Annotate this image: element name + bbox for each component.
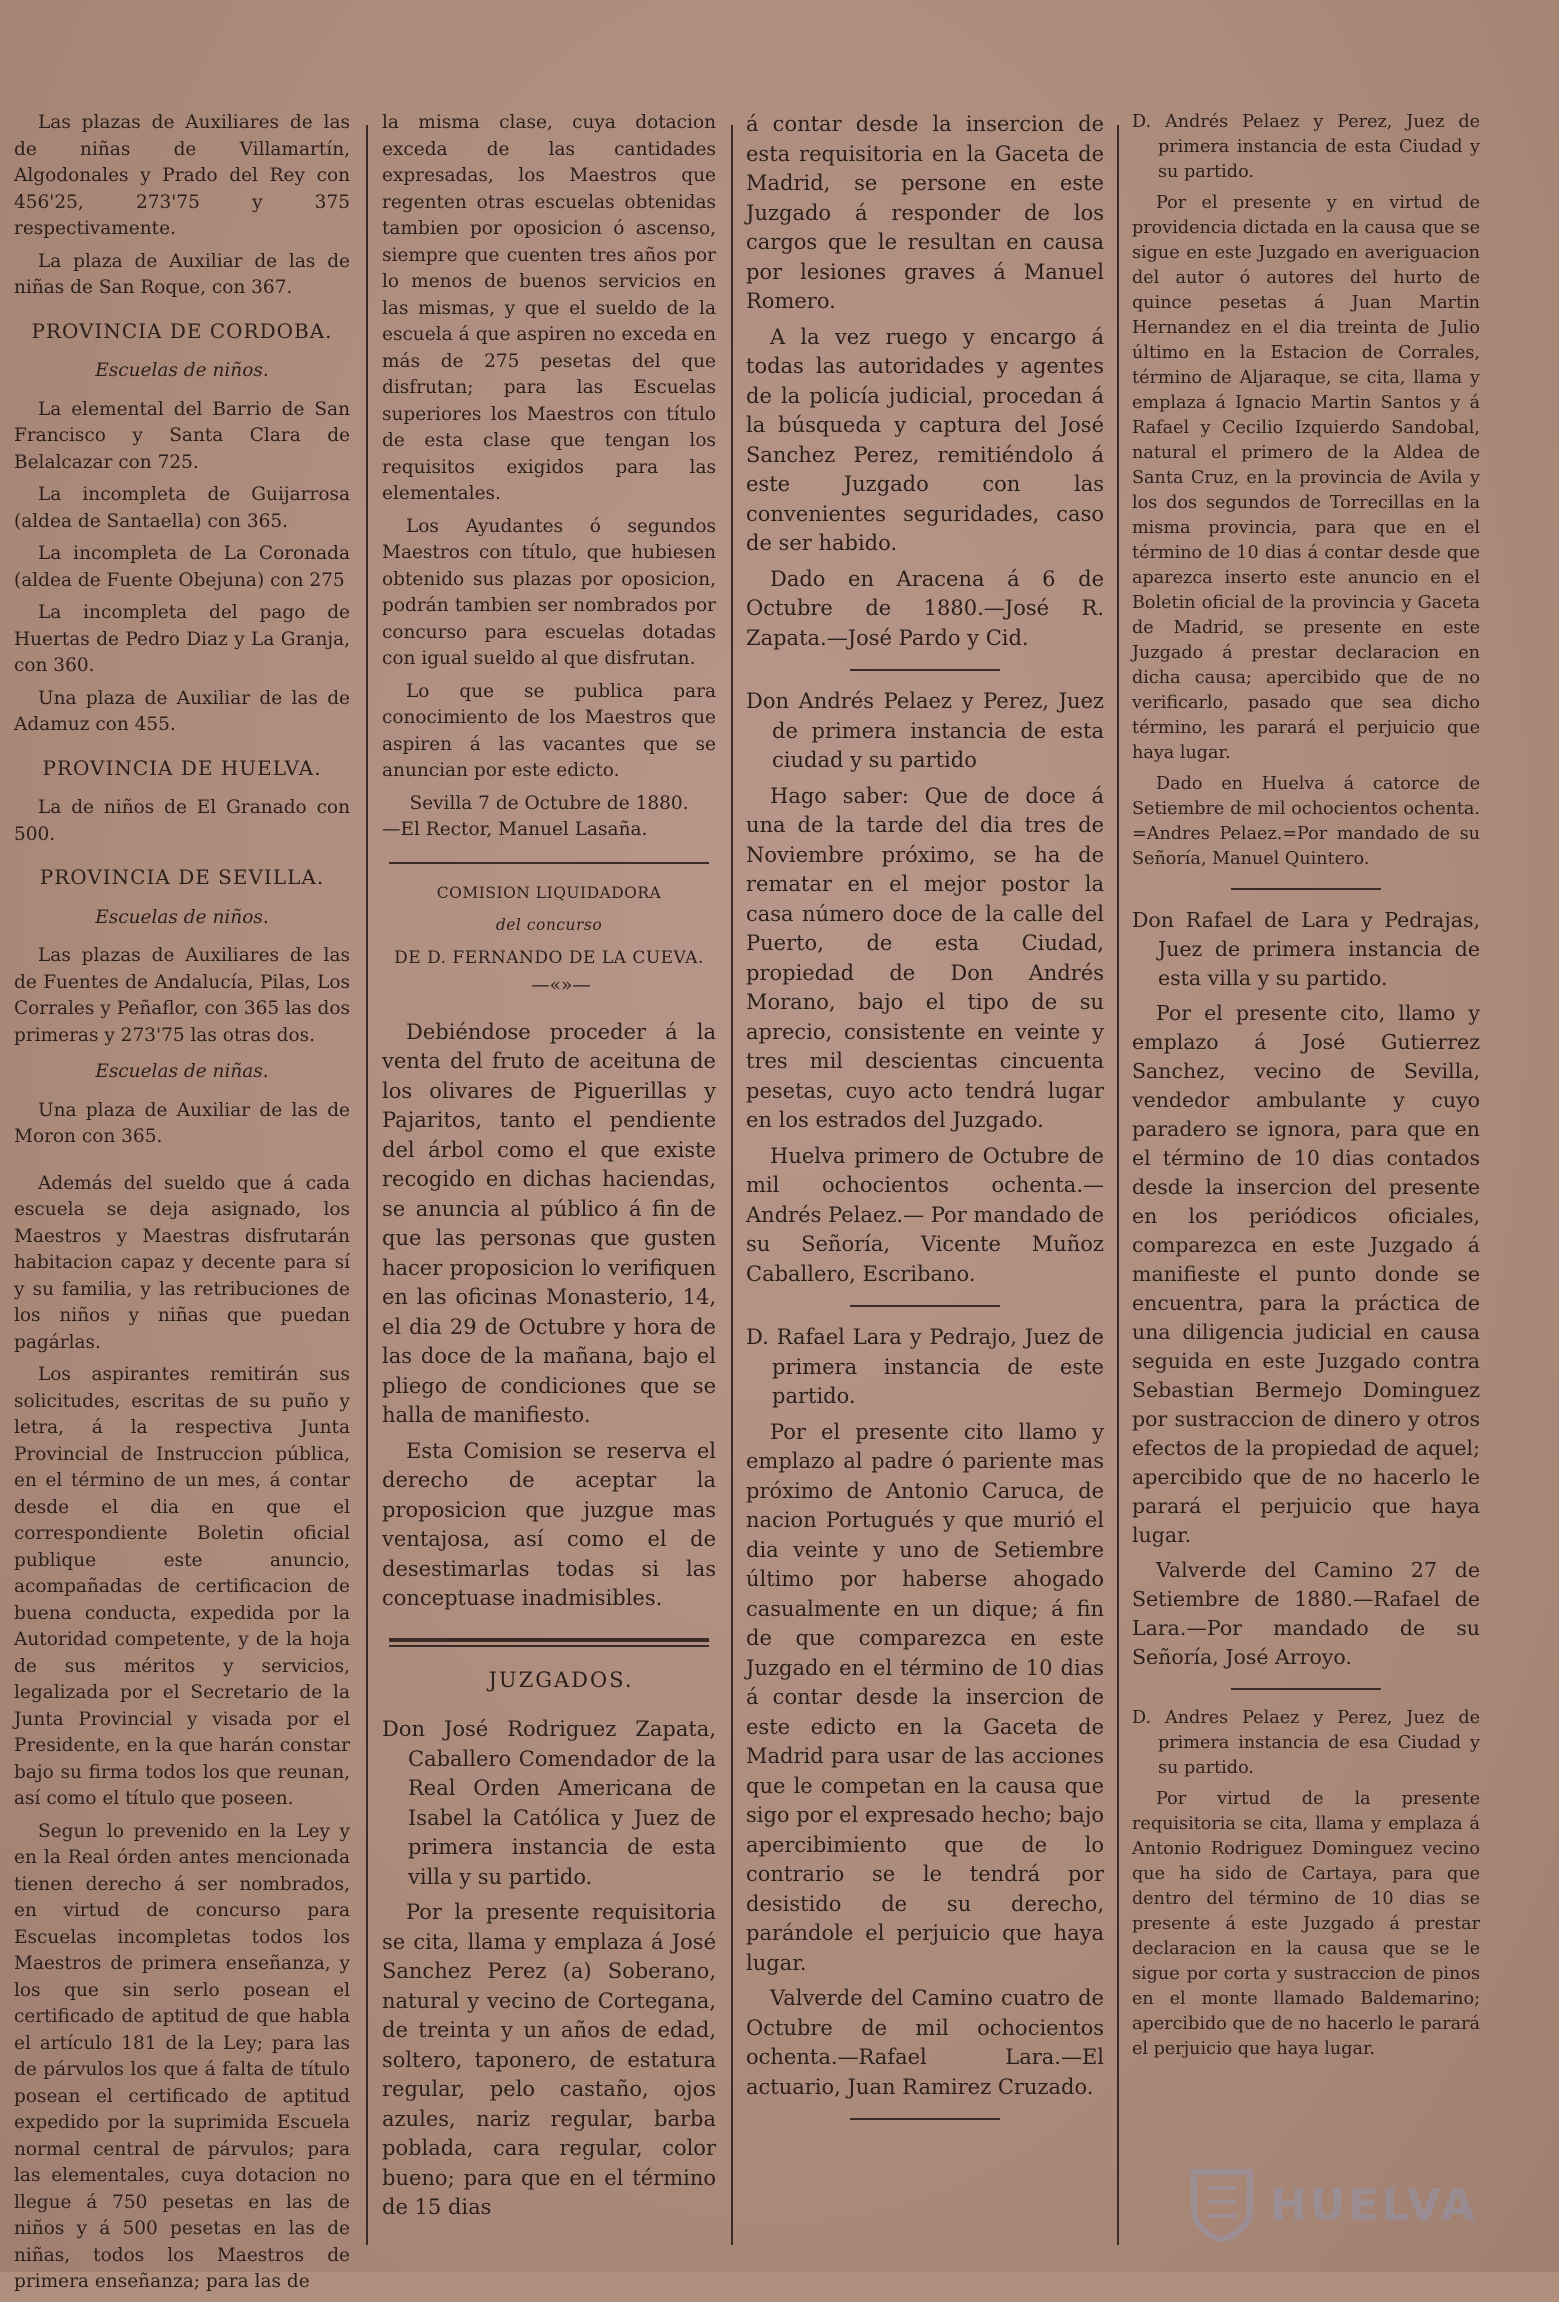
section-heading: PROVINCIA DE SEVILLA. bbox=[39, 865, 325, 889]
column-4 bbox=[1132, 110, 1480, 2068]
paragraph bbox=[1132, 110, 1480, 185]
double-rule bbox=[389, 1638, 709, 1647]
paragraph-text: Don José Rodriguez Zapata, Caballero Comendador de la Real Orden Americana de Isabel la Católica y Juez de primera instancia de esta villa y su partido. bbox=[382, 1717, 716, 1889]
paragraph-text: Don Rafael de Lara y Pedrajas, Juez de primera instancia de esta villa y su partido. bbox=[1132, 908, 1480, 990]
paragraph bbox=[1132, 906, 1480, 993]
paragraph: La incompleta de La Coronada (aldea de Fuente Obejuna) con 275 bbox=[14, 543, 350, 591]
paragraph bbox=[382, 1715, 716, 1892]
paragraph: La plaza de Auxiliar de las de niñas de San Roque, con 367. bbox=[14, 250, 350, 298]
shield-icon bbox=[1190, 2168, 1254, 2242]
paragraph bbox=[746, 687, 1104, 776]
subheading: Escuelas de niños. bbox=[95, 360, 269, 381]
paragraph: Dado en Huelva á catorce de Setiembre de mil ochocientos ochenta. =Andres Pelaez.=Por mandado de su Señoría, Manuel Quintero. bbox=[1132, 774, 1480, 869]
separator-rule bbox=[850, 2118, 1000, 2120]
paragraph: Una plaza de Auxiliar de las de Moron con 365. bbox=[14, 1099, 350, 1147]
paragraph: Las plazas de Auxiliares de las de niñas de Villamartín, Algodonales y Prado del Rey con 456'25, 273'75 y 375 respectivamente. bbox=[14, 112, 350, 239]
watermark-text: HUELVA bbox=[1270, 2180, 1478, 2231]
paragraph: á contar desde la insercion de esta requisitoria en la Gaceta de Madrid, se persone en este Juzgado á responder de los cargos que le resultan en causa por lesiones graves á Manuel Romero. bbox=[746, 112, 1104, 313]
column-3 bbox=[746, 110, 1104, 2136]
notice-subtitle: del concurso bbox=[495, 916, 603, 934]
column-rule bbox=[1117, 125, 1119, 2245]
separator-rule bbox=[850, 669, 1000, 671]
section-heading: PROVINCIA DE HUELVA. bbox=[42, 755, 322, 780]
paragraph: La de niños de El Granado con 500. bbox=[14, 797, 350, 845]
signature-date: Sevilla 7 de Octubre de 1880. bbox=[409, 792, 689, 814]
paragraph: Lo que se publica para conocimiento de los Maestros que aspiren á las vacantes que se anuncian por este edicto. bbox=[382, 680, 716, 781]
ornament: —«»— bbox=[531, 975, 591, 996]
paragraph: la misma clase, cuya dotacion exceda de las cantidades expresadas, los Maestros que regenten otras escuelas obtenidas tambien por oposicion ó ascenso, siempre que cuenten tres años por lo menos de buenos servicios en las mismas, y que el sueldo de la escuela á que aspiren no exceda en más de 275 pesetas del que disfrutan; para las Escuelas superiores los Maestros con título de esta clase que tengan los requisitos exigidos para las elementales. bbox=[382, 112, 716, 504]
separator-rule bbox=[850, 1305, 1000, 1307]
section-heading-juzgados: JUZGADOS. bbox=[488, 1667, 634, 1692]
paragraph: Segun lo prevenido en la Ley y en la Real órden antes mencionada tienen derecho á ser nombrados, en virtud de concurso para Escuelas incompletas todos los Maestros de primera enseñanza, y los que sin serlo posean el certificado de aptitud de que habla el artículo 181 de la Ley; para las de párvulos los que á falta de título posean el certificado de aptitud expedido por la suprimida Escuela normal central de párvulos; para las elementales, cuya dotacion no llegue á 750 pesetas en las de niños y á 500 pesetas en las de niñas, todos los Maestros de primera enseñanza; para las de bbox=[14, 1820, 350, 2292]
subheading: Escuelas de niños. bbox=[95, 906, 269, 928]
section-heading: PROVINCIA DE CORDOBA. bbox=[31, 318, 333, 343]
paragraph-text: D. Rafael Lara y Pedrajo, Juez de primera instancia de este partido. bbox=[746, 1325, 1104, 1408]
paragraph: Huelva primero de Octubre de mil ochocientos ochenta.— Andrés Pelaez.— Por mandado de su Señoría, Vicente Muñoz Caballero, Escribano. bbox=[746, 1143, 1104, 1286]
paragraph: Una plaza de Auxiliar de las de Adamuz con 455. bbox=[14, 687, 350, 735]
paragraph: Dado en Aracena á 6 de Octubre de 1880.—José R. Zapata.—José Pardo y Cid. bbox=[746, 566, 1104, 650]
separator-rule bbox=[389, 862, 709, 864]
paragraph: Los Ayudantes ó segundos Maestros con título, que hubiesen obtenido sus plazas por oposicion, podrán tambien ser nombrados por concurso para escuelas dotadas con igual sueldo al que disfrutan. bbox=[382, 515, 716, 669]
paragraph: La incompleta de Guijarrosa (aldea de Santaella) con 365. bbox=[14, 484, 350, 532]
paragraph: La incompleta del pago de Huertas de Pedro Diaz y La Granja, con 360. bbox=[14, 602, 350, 676]
paragraph: Las plazas de Auxiliares de las de Fuentes de Andalucía, Pilas, Los Corrales y Peñaflor, con 365 las dos primeras y 273'75 las otras dos. bbox=[14, 945, 350, 1046]
paragraph: Por la presente requisitoria se cita, llama y emplaza á José Sanchez Perez (a) Soberano, natural y vecino de Cortegana, de treinta y un años de edad, soltero, taponero, de estatura regular, pelo castaño, ojos azules, nariz regular, barba poblada, cara regular, color bueno; para que en el término de 15 dias bbox=[382, 1900, 716, 2219]
paragraph: Por el presente cito, llamo y emplazo á José Gutierrez Sanchez, vecino de Sevilla, vendedor ambulante y cuyo paradero se ignora, para que en el término de 10 dias contados desde la insercion del presente en los periódicos oficiales, comparezca en este Juzgado á manifieste el punto donde se encuentra, para la práctica de una diligencia judicial en causa seguida en este Juzgado contra Sebastian Bermejo Dominguez por sustraccion de dinero y otros efectos de la propiedad de aquel; apercibido que de no hacerlo le parará el perjuicio que haya lugar. bbox=[1132, 1001, 1480, 1547]
paragraph: Valverde del Camino cuatro de Octubre de mil ochocientos ochenta.—Rafael Lara.—El actuario, Juan Ramirez Cruzado. bbox=[746, 1986, 1104, 2099]
paragraph: Por el presente cito llamo y emplazo al padre ó pariente mas próximo de Antonio Caruca, de nacion Portugués y que murió el dia veinte y uno de Setiembre último por haberse ahogado casualmente en un dique; á fin de que comparezca en este Juzgado en el término de 10 dias á contar desde la insercion de este edicto en la Gaceta de Madrid para usar de las acciones que le competan en la causa que sigo por el expresado hecho; bajo apercibimiento que de lo contrario se le tendrá por desistido de su derecho, parándole el perjuicio que haya lugar. bbox=[746, 1419, 1104, 1975]
paragraph: Por el presente y en virtud de providencia dictada en la causa que se sigue en este Juzgado en averiguacion del autor ó autores del hurto de quince pesetas á Juan Martin Hernandez en el dia treinta de Julio último en la Estacion de Corrales, término de Aljaraque, se cita, llama y emplaza á Ignacio Martin Santos y á Rafael y Cecilio Izquierdo Sandobal, natural el primero de la Aldea de Santa Cruz, en la provincia de Avila y los dos segundos de Torrecillas en la misma provincia, para que en el término de 10 dias á contar desde que aparezca inserto este anuncio en el Boletin oficial de la provincia y Gaceta de Madrid, se presente en este Juzgado á prestar declaracion en dicha causa; apercibido que de no verificarlo, pasado que sea dicho término, les parará el perjuicio que haya lugar. bbox=[1132, 193, 1480, 763]
subheading: Escuelas de niñas. bbox=[95, 1061, 269, 1082]
notice-name: DE D. FERNANDO DE LA CUEVA. bbox=[394, 947, 704, 968]
paragraph: Valverde del Camino 27 de Setiembre de 1880.—Rafael de Lara.—Por mandado de su Señoría, José Arroyo. bbox=[1132, 1558, 1480, 1669]
paragraph: Debiéndose proceder á la venta del fruto de aceituna de los olivares de Piguerillas y Pajaritos, tanto el pendiente del árbol como el que existe recogido en dichas haciendas, se anuncia al público á fin de que las personas que gusten hacer proposicion lo verifiquen en las oficinas Monasterio, 14, el dia 29 de Octubre y hora de las doce de la mañana, bajo el pliego de condiciones que se halla de manifiesto. bbox=[382, 1019, 716, 1427]
signature: —El Rector, Manuel Lasaña. bbox=[382, 819, 648, 840]
paragraph-text: D. Andres Pelaez y Perez, Juez de primera instancia de esa Ciudad y su partido. bbox=[1132, 1708, 1480, 1778]
paragraph: Por virtud de la presente requisitoria se cita, llama y emplaza á Antonio Rodriguez Dominguez vecino que ha sido de Cartaya, para que dentro del término de 10 dias se presente á este Juzgado á prestar declaracion en la causa que se le sigue por corta y sustraccion de pinos en el monte llamado Baldemarino; apercibido que de no hacerlo le parará el perjuicio que haya lugar. bbox=[1132, 1789, 1480, 2059]
separator-rule bbox=[1231, 1688, 1381, 1690]
paragraph: Hago saber: Que de doce á una de la tarde del dia tres de Noviembre próximo, se ha de rematar en el mejor postor la casa número doce de la calle del Puerto, de esta Ciudad, propiedad de Don Andrés Morano, bajo el tipo de su aprecio, consistente en veinte y tres mil descientas cincuenta pesetas, cuyo acto tendrá lugar en los estrados del Juzgado. bbox=[746, 783, 1104, 1132]
separator-rule bbox=[1231, 888, 1381, 890]
archive-watermark bbox=[1190, 2168, 1510, 2248]
column-2 bbox=[382, 110, 716, 2229]
paragraph bbox=[1132, 1706, 1480, 1781]
notice-title: COMISION LIQUIDADORA bbox=[436, 883, 662, 902]
column-rule bbox=[366, 125, 368, 2245]
column-rule bbox=[731, 125, 733, 2245]
paragraph: Además del sueldo que á cada escuela se deja asignado, los Maestros y Maestras disfrutarán habitacion capaz y decente para sí y su familia, y las retribuciones de los niños y niñas que puedan pagárlas. bbox=[14, 1172, 350, 1353]
paragraph-text: D. Andrés Pelaez y Perez, Juez de primera instancia de esta Ciudad y su partido. bbox=[1132, 112, 1480, 182]
paragraph: A la vez ruego y encargo á todas las autoridades y agentes de la policía judicial, procedan á la búsqueda y captura del José Sanchez Perez, remitiéndolo á este Juzgado con las convenientes seguridades, caso de ser habido. bbox=[746, 324, 1104, 555]
column-1 bbox=[14, 110, 350, 2302]
paragraph-text: Don Andrés Pelaez y Perez, Juez de primera instancia de esta ciudad y su partido bbox=[746, 689, 1104, 772]
paragraph: La elemental del Barrio de San Francisco y Santa Clara de Belalcazar con 725. bbox=[14, 398, 350, 473]
paragraph: Esta Comision se reserva el derecho de aceptar la proposicion que juzgue mas ventajosa, así como el de desestimarlas todas si las conceptuase inadmisibles. bbox=[382, 1438, 716, 1610]
paragraph: Los aspirantes remitirán sus solicitudes, escritas de su puño y letra, á la respectiva Junta Provincial de Instruccion pública, en el término de un mes, á contar desde el dia en que el correspondiente Boletin oficial publique este anuncio, acompañadas de certificacion de buena conducta, expedida por la Autoridad competente, y de la hoja de sus méritos y servicios, legalizada por el Secretario de la Junta Provincial y visada por el Presidente, en la que harán constar bajo su firma todos los que reunan, así como el título que poseen. bbox=[14, 1364, 350, 1809]
paragraph bbox=[746, 1323, 1104, 1412]
